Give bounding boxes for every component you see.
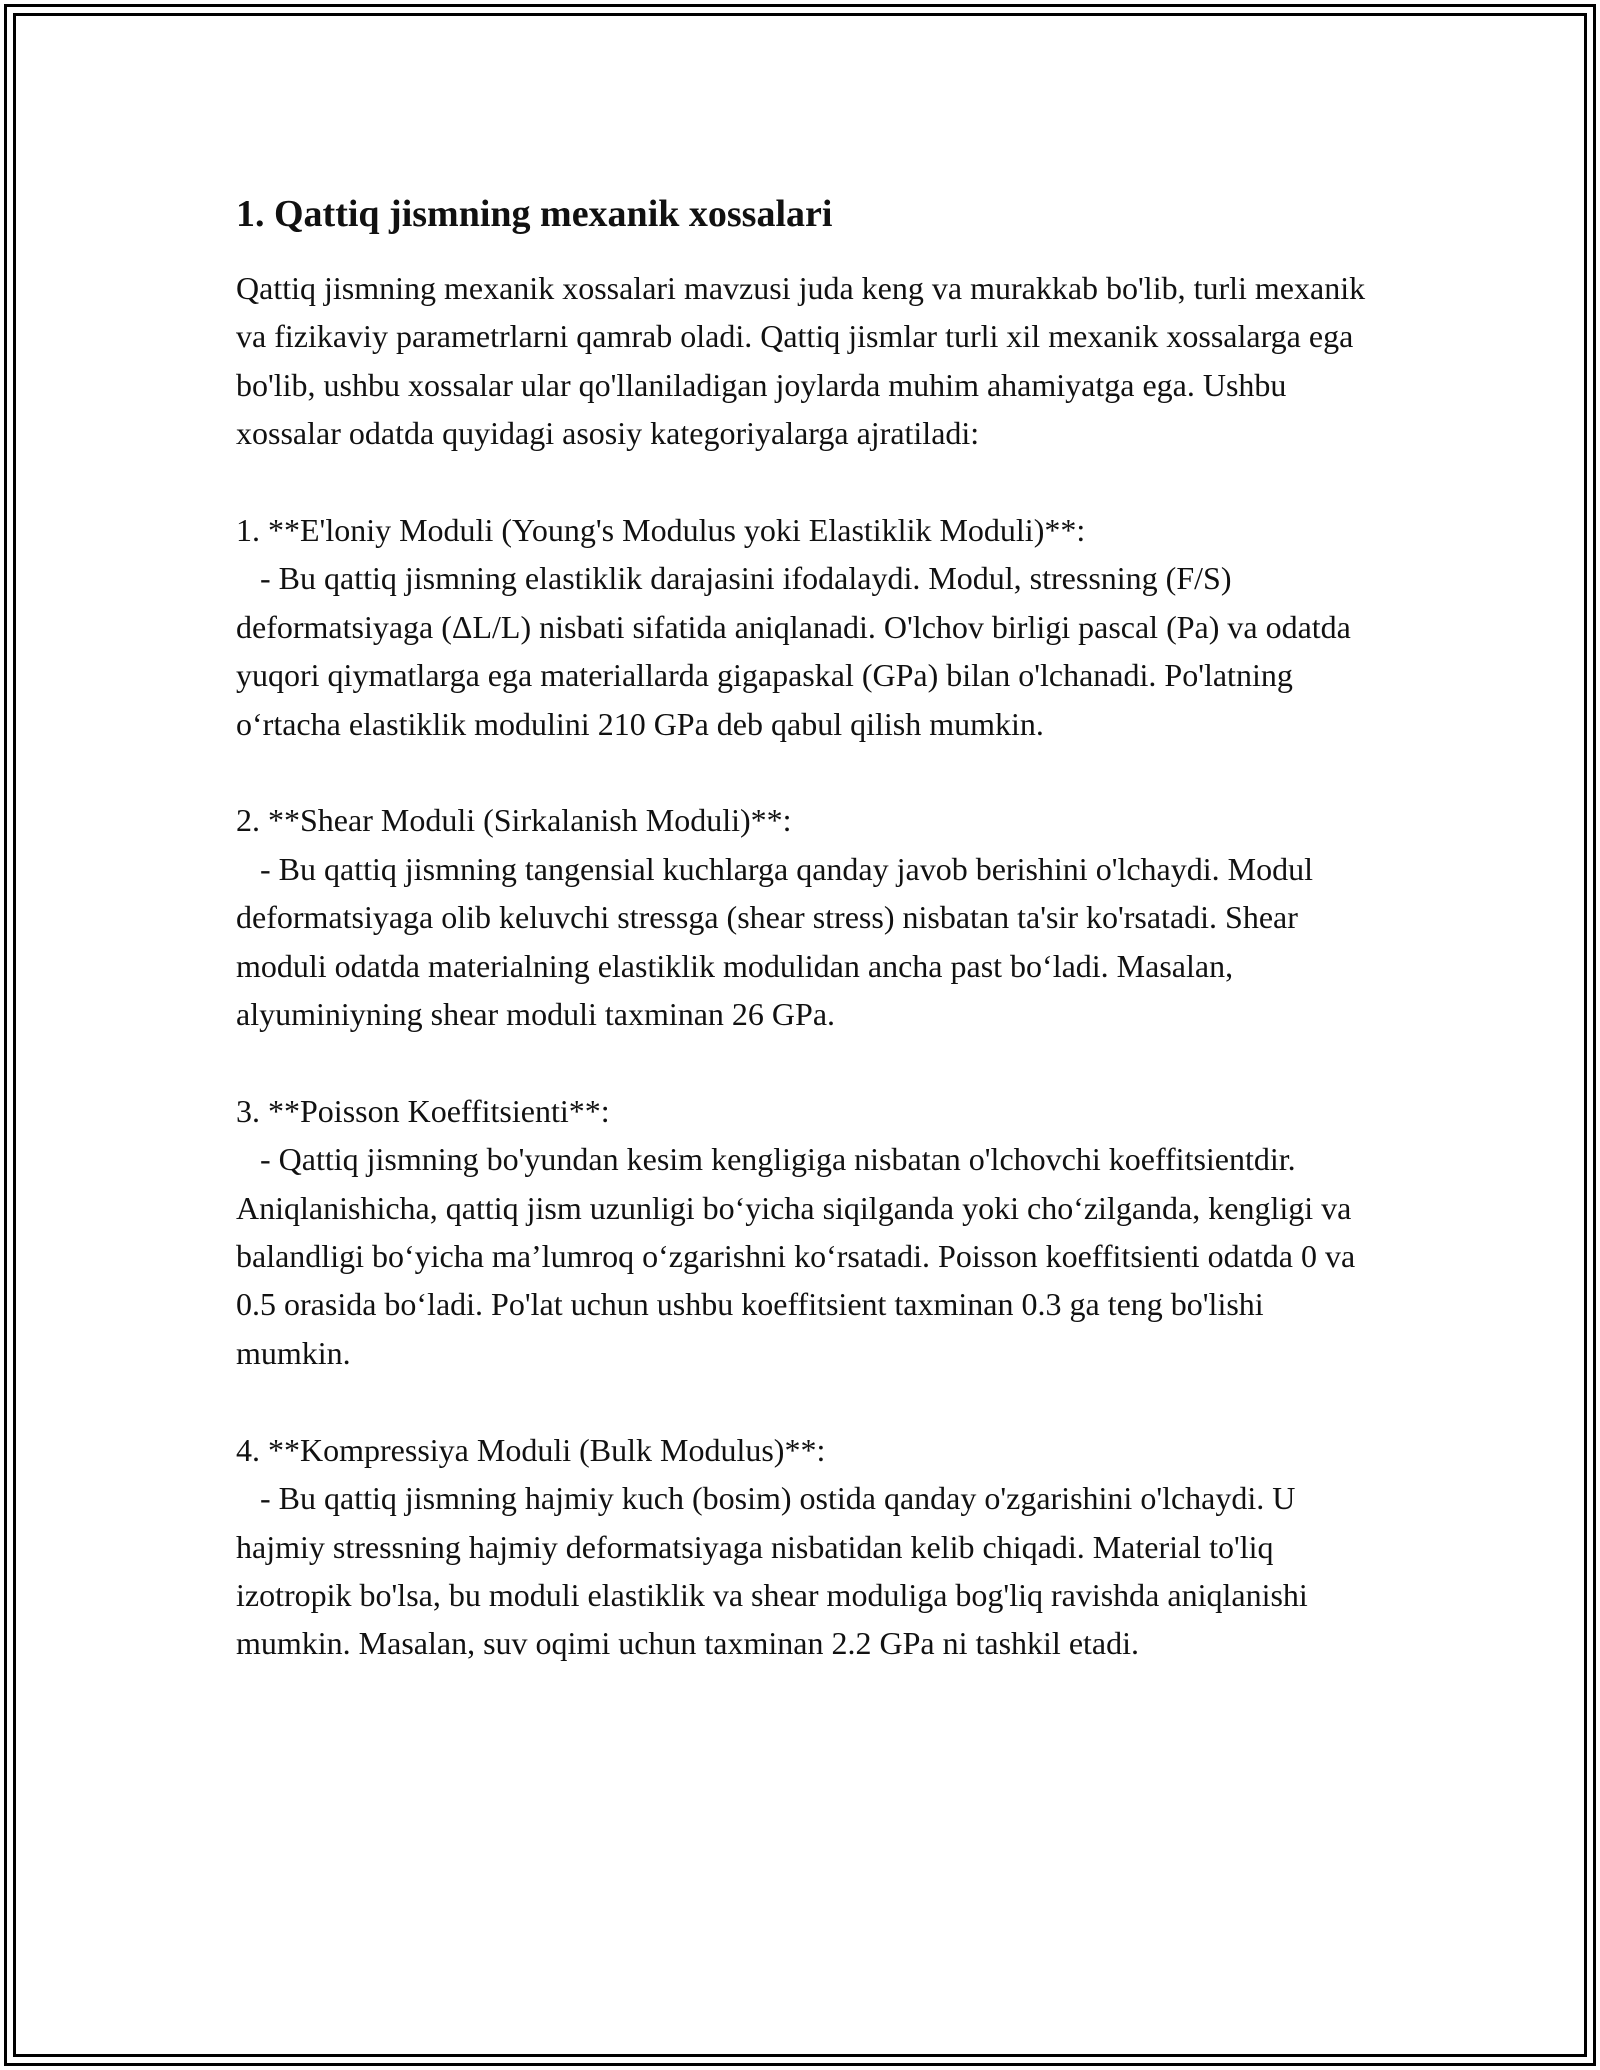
section-body: - Bu qattiq jismning hajmiy kuch (bosim) ostida qanday o'zgarishini o'lchaydi. U hajmiy stressning hajmiy deformatsiyaga nisbatidan kelib chiqadi. Material to'liq izotropik bo'lsa, bu moduli elastiklik va shear moduliga bog'liq ravishda aniqlanishi mumkin. Masalan, suv oqimi uchun taxminan 2.2 GPa ni tashkil etadi. — [236, 1480, 1316, 1662]
section-heading: 2. **Shear Moduli (Sirkalanish Moduli)**: — [236, 802, 792, 839]
section-heading: 3. **Poisson Koeffitsienti**: — [236, 1092, 610, 1129]
intro-paragraph: Qattiq jismning mexanik xossalari mavzusi juda keng va murakkab bo'lib, turli mexanik va fizikaviy parametrlarni qamrab oladi. Qattiq jismlar turli xil mexanik xossalarga ega bo'lib, ushbu xossalar ular qo'llaniladigan joylarda muhim ahamiyatga ega. Ushbu xossalar odatda quyidagi asosiy kategoriyalarga ajratiladi: — [236, 270, 1374, 452]
document-title: 1. Qattiq jismning mexanik xossalari — [236, 193, 833, 235]
section-youngs-modulus — [236, 506, 1376, 748]
section-body: - Qattiq jismning bo'yundan kesim kengligiga nisbatan o'lchovchi koeffitsientdir. Aniqlanishicha, qattiq jism uzunligi boʻyicha siqilganda yoki choʻzilganda, kengligi va balandligi boʻyicha ma’lumroq oʻzgarishni koʻrsatadi. Poisson koeffitsienti odatda 0 va 0.5 orasida boʻladi. Po'lat uchun ushbu koeffitsient taxminan 0.3 ga teng bo'lishi mumkin. — [236, 1141, 1364, 1371]
section-bulk-modulus — [236, 1426, 1376, 1668]
section-shear-modulus — [236, 796, 1376, 1038]
section-body: - Bu qattiq jismning elastiklik darajasini ifodalaydi. Modul, stressning (F/S) deformatsiyaga (ΔL/L) nisbati sifatida aniqlanadi. O'lchov birligi pascal (Pa) va odatda yuqori qiymatlarga ega materiallarda gigapaskal (GPa) bilan o'lchanadi. Po'latning oʻrtacha elastiklik modulini 210 GPa deb qabul qilish mumkin. — [236, 560, 1359, 742]
section-body: - Bu qattiq jismning tangensial kuchlarga qanday javob berishini o'lchaydi. Modul deformatsiyaga olib keluvchi stressga (shear stress) nisbatan ta'sir ko'rsatadi. Shear moduli odatda materialning elastiklik modulidan ancha past boʻladi. Masalan, alyuminiyning shear moduli taxminan 26 GPa. — [236, 850, 1321, 1033]
section-heading: 1. **E'loniy Moduli (Young's Modulus yoki Elastiklik Moduli)**: — [236, 512, 1086, 549]
section-poisson-ratio — [236, 1087, 1376, 1377]
document-body — [236, 186, 1376, 1668]
section-heading: 4. **Kompressiya Moduli (Bulk Modulus)**: — [236, 1431, 826, 1468]
